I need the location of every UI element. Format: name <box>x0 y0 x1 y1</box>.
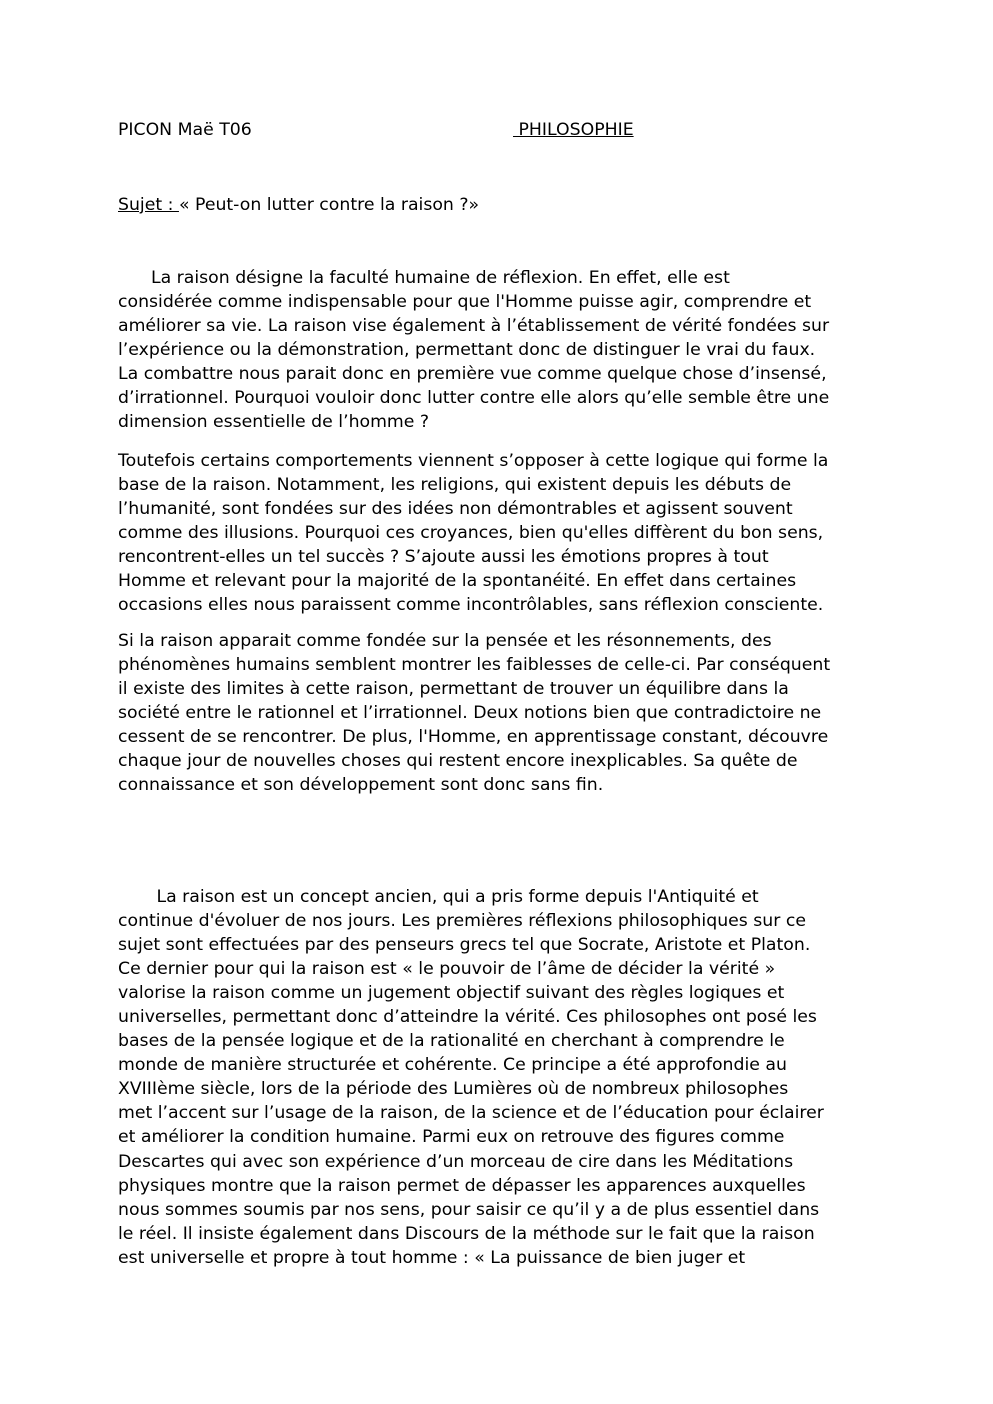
text-line: phénomènes humains semblent montrer les faiblesses de celle-ci. Par conséquent <box>118 655 831 676</box>
text-line: universelles, permettant donc d’atteindre la vérité. Ces philosophes ont posé les <box>118 1007 817 1028</box>
text-line: le réel. Il insiste également dans Discours de la méthode sur le fait que la raison <box>118 1223 815 1244</box>
text-line: La combattre nous parait donc en première vue comme quelque chose d’insensé, <box>118 364 827 385</box>
text-line: valorise la raison comme un jugement objectif suivant des règles logiques et <box>118 983 785 1004</box>
text-line: La raison désigne la faculté humaine de réflexion. En effet, elle est <box>118 268 730 288</box>
text-line: physiques montre que la raison permet de dépasser les apparences auxquelles <box>118 1175 806 1196</box>
text-line: base de la raison. Notamment, les religions, qui existent depuis les débuts de <box>118 475 792 496</box>
subject-header: PHILOSOPHIE <box>513 120 634 140</box>
text-line: rencontrent-elles un tel succès ? S’ajoute aussi les émotions propres à tout <box>118 547 769 568</box>
text-line: nous sommes soumis par nos sens, pour saisir ce qu’il y a de plus essentiel dans <box>118 1199 820 1220</box>
text-line: Descartes qui avec son expérience d’un morceau de cire dans les Méditations <box>118 1151 794 1172</box>
subject-question: « Peut-on lutter contre la raison ?» <box>178 195 480 215</box>
text-line: comme des illusions. Pourquoi ces croyances, bien qu'elles diffèrent du bon sens, <box>118 523 824 544</box>
author-header: PICON Maë T06 <box>118 120 252 140</box>
text-line: bases de la pensée logique et de la rationalité en cherchant à comprendre le <box>118 1031 785 1052</box>
paragraph-1 <box>118 266 878 434</box>
text-line: sujet sont effectuées par des penseurs grecs tel que Socrate, Aristote et Platon. <box>118 935 811 956</box>
text-line: XVIIIème siècle, lors de la période des Lumières où de nombreux philosophes <box>118 1079 789 1100</box>
text-line: améliorer sa vie. La raison vise également à l’établissement de vérité fondées sur <box>118 316 830 337</box>
text-line: Si la raison apparait comme fondée sur la pensée et les résonnements, des <box>118 631 772 651</box>
text-line: l’expérience ou la démonstration, permettant donc de distinguer le vrai du faux. <box>118 340 816 361</box>
paragraph-3 <box>118 629 878 797</box>
text-line: cessent de se rencontrer. De plus, l'Homme, en apprentissage constant, découvre <box>118 727 829 748</box>
text-line: est universelle et propre à tout homme : « La puissance de bien juger et <box>118 1247 746 1268</box>
subject-label: Sujet : <box>118 195 179 215</box>
text-line: dimension essentielle de l’homme ? <box>118 412 430 433</box>
text-line: société entre le rationnel et l’irrationnel. Deux notions bien que contradictoire ne <box>118 703 822 724</box>
text-line: met l’accent sur l’usage de la raison, de la science et de l’éducation pour éclairer <box>118 1103 824 1124</box>
text-line: connaissance et son développement sont donc sans fin. <box>118 775 604 796</box>
text-line: considérée comme indispensable pour que l'Homme puisse agir, comprendre et <box>118 292 812 313</box>
text-line: continue d'évoluer de nos jours. Les premières réflexions philosophiques sur ce <box>118 911 806 932</box>
essay-subject <box>118 194 479 216</box>
text-line: Toutefois certains comportements viennent s’opposer à cette logique qui forme la <box>118 451 829 471</box>
text-line: Ce dernier pour qui la raison est « le pouvoir de l’âme de décider la vérité » <box>118 959 776 980</box>
text-line: d’irrationnel. Pourquoi vouloir donc lutter contre elle alors qu’elle semble être une <box>118 388 830 409</box>
text-line: occasions elles nous paraissent comme incontrôlables, sans réflexion consciente. <box>118 595 824 616</box>
text-line: Homme et relevant pour la majorité de la spontanéité. En effet dans certaines <box>118 571 797 592</box>
paragraph-4 <box>118 885 878 1270</box>
text-line: La raison est un concept ancien, qui a pris forme depuis l'Antiquité et <box>118 887 759 907</box>
text-line: chaque jour de nouvelles choses qui restent encore inexplicables. Sa quête de <box>118 751 798 772</box>
text-line: il existe des limites à cette raison, permettant de trouver un équilibre dans la <box>118 679 789 700</box>
text-line: monde de manière structurée et cohérente. Ce principe a été approfondie au <box>118 1055 787 1076</box>
paragraph-2 <box>118 449 878 617</box>
text-line: et améliorer la condition humaine. Parmi eux on retrouve des figures comme <box>118 1127 785 1148</box>
text-line: l’humanité, sont fondées sur des idées non démontrables et agissent souvent <box>118 499 793 520</box>
